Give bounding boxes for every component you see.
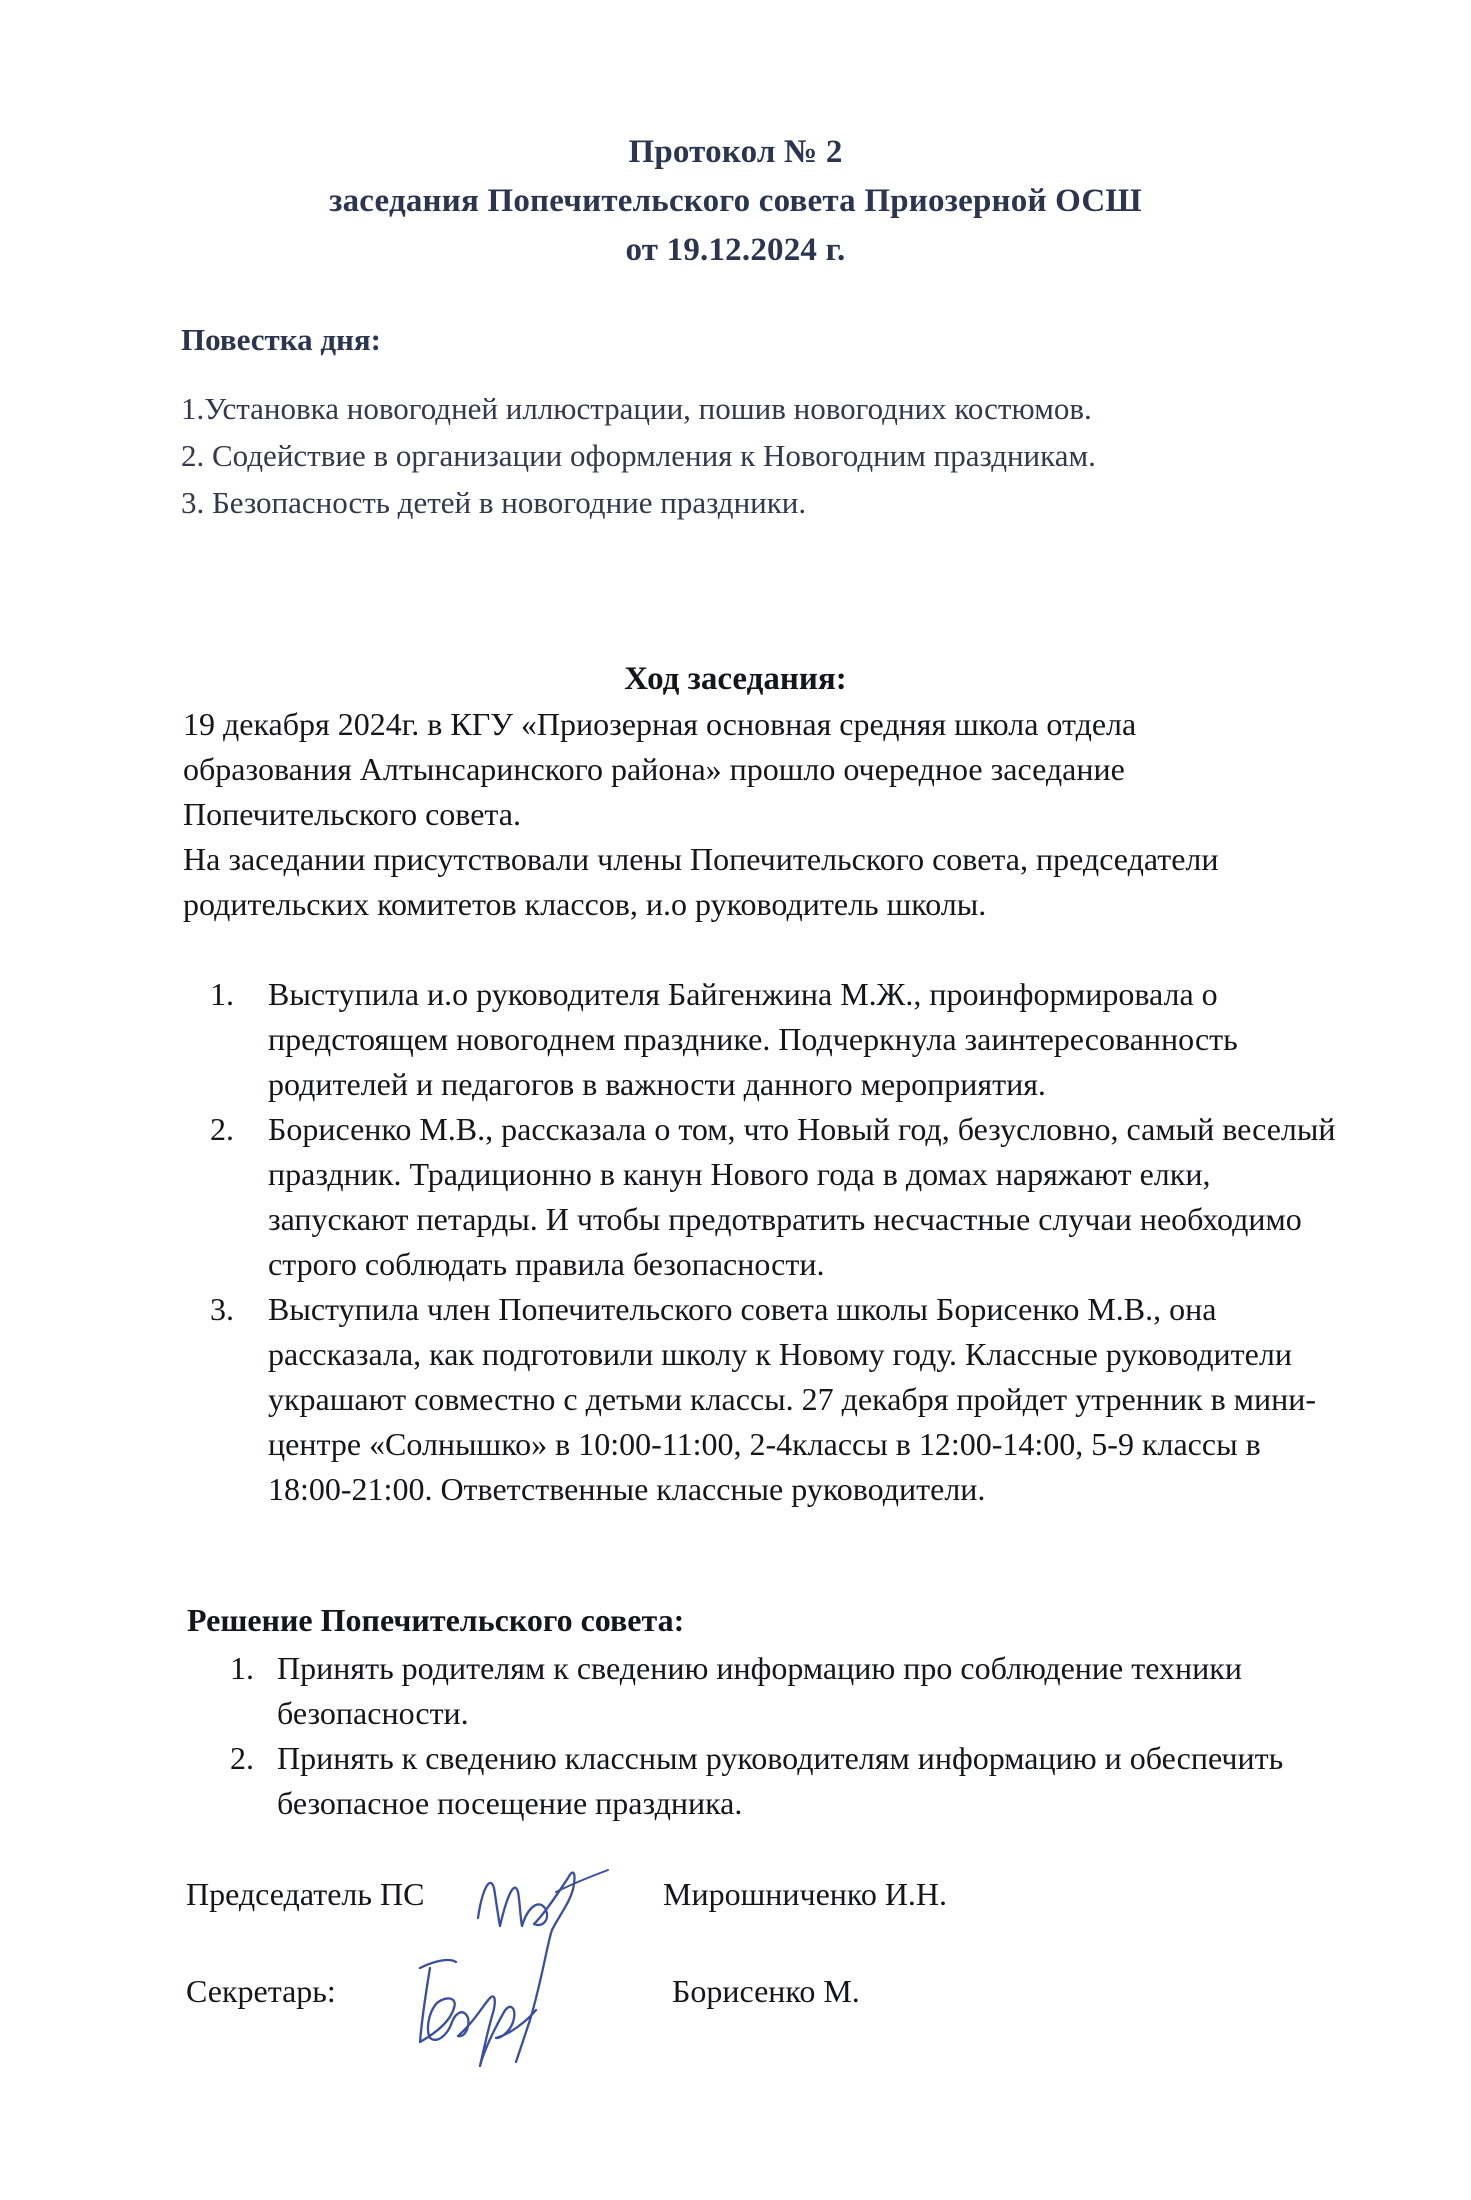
decision-item bbox=[230, 1646, 1350, 1736]
agenda-title: Повестка дня: bbox=[181, 322, 381, 357]
intro-line: Попечительского совета. bbox=[183, 796, 521, 832]
document-header bbox=[0, 128, 1471, 275]
decision-number: 1. bbox=[230, 1650, 254, 1686]
secretary-role: Секретарь: bbox=[186, 1973, 336, 2009]
decision-list bbox=[230, 1646, 1350, 1826]
secretary-signature bbox=[392, 1938, 562, 2088]
speeches-list bbox=[210, 972, 1340, 1512]
intro-line: родительских комитетов классов, и.о руководитель школы. bbox=[183, 886, 987, 922]
meeting-progress-title: Ход заседания: bbox=[624, 661, 847, 697]
chair-name: Мирошниченко И.Н. bbox=[663, 1876, 948, 1912]
protocol-subtitle: заседания Попечительского совета Приозерной ОСШ bbox=[329, 183, 1142, 219]
intro-line: 19 декабря 2024г. в КГУ «Приозерная основная средняя школа отдела bbox=[183, 706, 1137, 742]
agenda-item: 1.Установка новогодней иллюстрации, пошив новогодних костюмов. bbox=[181, 391, 1092, 426]
protocol-date: от 19.12.2024 г. bbox=[625, 232, 846, 268]
secretary-name: Борисенко М. bbox=[672, 1973, 860, 2009]
chair-role: Председатель ПС bbox=[186, 1876, 425, 1912]
speech-number: 3. bbox=[210, 1291, 234, 1327]
decision-number: 2. bbox=[230, 1740, 254, 1776]
agenda-list bbox=[181, 385, 1331, 526]
speech-text: Борисенко М.В., рассказала о том, что Новый год, безусловно, самый веселый праздник. Традиционно в канун Нового года в домах наряжают елки, запускают петарды. И чтобы предотвратить несчастные случаи необходимо строго соблюдать правила безопасности. bbox=[268, 1111, 1336, 1282]
intro-line: образования Алтынсаринского района» прошло очередное заседание bbox=[183, 751, 1125, 787]
speech-text: Выступила член Попечительского совета школы Борисенко М.В., она рассказала, как подготовили школу к Новому году. Классные руководители украшают совместно с детьми классы. 27 декабря пройдет утренник в мини-центре «Солнышко» в 10:00-11:00, 2-4классы в 12:00-14:00, 5-9 классы в 18:00-21:00. Ответственные классные руководители. bbox=[268, 1291, 1317, 1507]
meeting-intro bbox=[183, 702, 1363, 927]
agenda-item: 3. Безопасность детей в новогодние праздники. bbox=[181, 485, 807, 520]
protocol-title: Протокол № 2 bbox=[628, 134, 843, 170]
speech-text: Выступила и.о руководителя Байгенжина М.Ж., проинформировала о предстоящем новогоднем празднике. Подчеркнула заинтересованность родителей и педагогов в важности данного мероприятия. bbox=[268, 976, 1238, 1102]
speech-number: 1. bbox=[210, 976, 234, 1012]
speech-item bbox=[210, 1107, 1340, 1287]
decision-title: Решение Попечительского совета: bbox=[187, 1602, 685, 1638]
speech-item bbox=[210, 972, 1340, 1107]
decision-item bbox=[230, 1736, 1350, 1826]
speech-number: 2. bbox=[210, 1111, 234, 1147]
speech-item bbox=[210, 1287, 1340, 1512]
decision-text: Принять родителям к сведению информацию про соблюдение техники безопасности. bbox=[277, 1650, 1242, 1731]
agenda-item: 2. Содействие в организации оформления к Новогодним праздникам. bbox=[181, 438, 1096, 473]
decision-text: Принять к сведению классным руководителям информацию и обеспечить безопасное посещение праздника. bbox=[277, 1740, 1284, 1821]
intro-line: На заседании присутствовали члены Попечительского совета, председатели bbox=[183, 841, 1219, 877]
